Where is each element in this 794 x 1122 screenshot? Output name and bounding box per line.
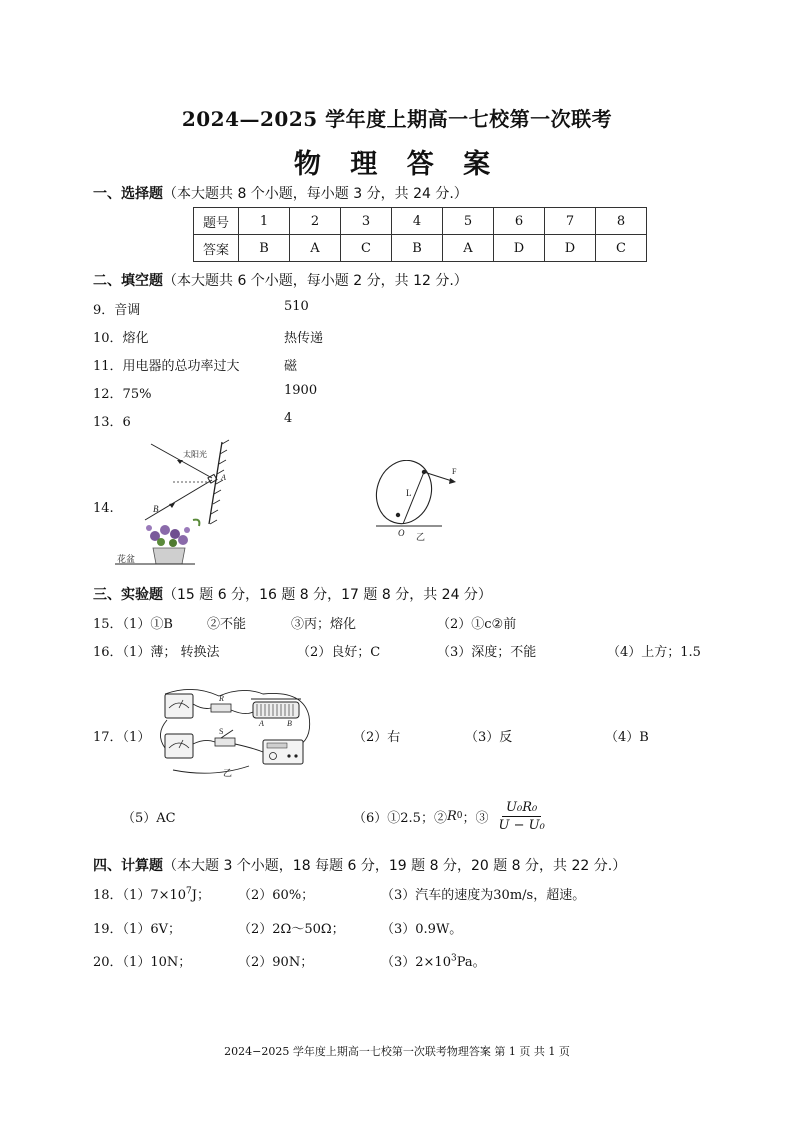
circuit-diagram: [153, 686, 315, 780]
ammeter: [165, 734, 193, 758]
q15-part-a: 15．（1）①B: [93, 617, 173, 632]
fill-q13-second: 4: [284, 411, 293, 426]
q17-part-c: （3）反: [465, 730, 513, 745]
table-cell: C: [341, 235, 392, 262]
document-title: 2024—2025 学年度上期高一七校第一次联考: [181, 107, 613, 131]
force-arrowhead: [449, 478, 456, 484]
circuit-label-A: A: [259, 719, 264, 728]
table-cell: 5: [443, 208, 494, 235]
q19-part-c: （3）0.9W。: [381, 922, 463, 937]
voltmeter-top: [165, 694, 193, 718]
label-sunlight: 太阳光: [183, 450, 207, 459]
switch: [215, 738, 235, 746]
label-L: L: [406, 488, 412, 498]
q16-part-c: （3）深度；不能: [437, 645, 537, 660]
q16-part-b: （2）良好；C: [297, 645, 381, 660]
section-fill-note: （本大题共 6 个小题，每小题 2 分，共 12 分.）: [163, 273, 468, 289]
resistor: [211, 704, 231, 712]
q18-part-a: [93, 884, 210, 903]
section-experiment-title: 三、实验题: [93, 587, 163, 603]
table-header-label: 题号: [194, 208, 239, 235]
document-subtitle: 物 理 答 案: [293, 149, 501, 180]
q18-part-b: （2）60%；: [238, 888, 315, 903]
page-footer: 2024−2025 学年度上期高一七校第一次联考物理答案 第 1 页 共 1 页: [224, 1045, 570, 1058]
lever-arm: [403, 472, 424, 524]
section-experiment-note: （15 题 6 分，16 题 8 分，17 题 8 分，共 24 分）: [163, 587, 492, 603]
table-cell: C: [596, 235, 647, 262]
flower-pot: [153, 548, 185, 564]
q17-part-f-r-sub: 0: [456, 811, 463, 821]
circuit-label-R: R: [219, 694, 224, 703]
ray-arrow: [177, 460, 183, 464]
lever-force-diagram: [370, 460, 470, 542]
table-cell: 1: [239, 208, 290, 235]
q17-fraction-numerator: U₀R₀: [502, 800, 541, 817]
q17-part-f: [353, 796, 549, 836]
table-cell: A: [290, 235, 341, 262]
table-row: [194, 235, 647, 262]
label-B: B: [153, 504, 159, 514]
q17-part-d: （4）B: [605, 730, 649, 745]
section-experiment-heading: [93, 584, 492, 604]
table-cell: A: [443, 235, 494, 262]
table-cell: 6: [494, 208, 545, 235]
q20-part-c: [381, 951, 486, 970]
q19-part-a: 19．（1）6V；: [93, 922, 181, 937]
table-cell: 3: [341, 208, 392, 235]
section-choice-title: 一、选择题: [93, 186, 163, 202]
label-F: F: [452, 467, 457, 476]
section-calc-title: 四、计算题: [93, 858, 163, 874]
table-cell: D: [494, 235, 545, 262]
q20-part-c-pre: （3）2×10: [381, 955, 451, 970]
label-A: A: [221, 473, 226, 482]
q15-part-c: ③丙；熔化: [291, 617, 357, 632]
q17-part-f-pre: （6）①2.5；②: [353, 810, 447, 826]
label-pot: 花盆: [117, 554, 136, 564]
fill-q10: 10．熔化: [93, 331, 149, 346]
q17-part-e: （5）AC: [122, 811, 176, 826]
fill-q13: 13．6: [93, 415, 131, 430]
q14-number: 14.: [93, 501, 114, 516]
light-reflection-diagram: [115, 436, 245, 572]
q15-part-b: ②不能: [207, 617, 247, 632]
q17-fraction-denominator: U − U₀: [498, 817, 545, 833]
fill-q9: 9．音调: [93, 303, 141, 318]
fill-q12-second: 1900: [284, 383, 318, 398]
q18-part-a-sup: 7: [186, 886, 192, 897]
section-calc-note: （本大题 3 个小题，18 每题 6 分，19 题 8 分，20 题 8 分，共 22 分.）: [163, 858, 627, 874]
q20-part-c-sup: 3: [450, 953, 457, 964]
label-yi: 乙: [416, 532, 426, 542]
label-O: O: [398, 528, 405, 538]
circuit-label-S: S: [219, 727, 224, 736]
fill-q11-second: 磁: [284, 359, 298, 374]
fill-q11: 11．用电器的总功率过大: [93, 359, 240, 374]
q18-part-a-post: J；: [191, 888, 210, 903]
q20-part-c-post: Pa。: [456, 955, 486, 970]
q17-part-b: （2）右: [353, 730, 401, 745]
table-answer-label: 答案: [194, 235, 239, 262]
q20-part-b: （2）90N；: [238, 955, 314, 970]
q18-part-c: （3）汽车的速度为30m/s，超速。: [381, 888, 586, 903]
circuit-label-yi: 乙: [223, 768, 233, 778]
q20-part-a: 20．（1）10N；: [93, 955, 192, 970]
section-calc-heading: [93, 855, 626, 875]
table-cell: 7: [545, 208, 596, 235]
q17-part-a: 17．（1）: [93, 730, 151, 745]
answer-table: [193, 207, 647, 262]
rheostat: [253, 702, 299, 718]
section-fill-title: 二、填空题: [93, 273, 163, 289]
fill-q9-second: 510: [284, 299, 309, 314]
q17-part-f-r: R: [446, 808, 457, 824]
force-arrow: [424, 472, 452, 481]
table-cell: 4: [392, 208, 443, 235]
table-row: [194, 208, 647, 235]
table-cell: B: [392, 235, 443, 262]
fill-q12: 12．75%: [93, 387, 152, 402]
section-choice-note: （本大题共 8 个小题，每小题 3 分，共 24 分.）: [163, 186, 468, 202]
circuit-label-B: B: [287, 719, 292, 728]
q17-fraction: [495, 800, 549, 833]
q15-part-d: （2）①c②前: [437, 617, 517, 632]
reflected-ray: [145, 480, 212, 520]
force-point: [422, 470, 426, 474]
table-cell: 2: [290, 208, 341, 235]
q18-part-a-pre: 18．（1）7×10: [93, 888, 187, 903]
section-choice-heading: [93, 183, 468, 203]
q16-part-a: 16．（1）薄； 转换法: [93, 645, 220, 660]
table-cell: 8: [596, 208, 647, 235]
flowers: [146, 520, 199, 547]
fill-q10-second: 热传递: [284, 331, 324, 346]
table-cell: B: [239, 235, 290, 262]
q19-part-b: （2）2Ω～50Ω；: [238, 922, 345, 937]
q16-part-d: （4）上方；1.5: [607, 645, 701, 660]
center-point: [396, 513, 400, 517]
table-cell: D: [545, 235, 596, 262]
q17-part-f-post: ；③: [462, 810, 489, 826]
section-fill-heading: [93, 270, 468, 290]
